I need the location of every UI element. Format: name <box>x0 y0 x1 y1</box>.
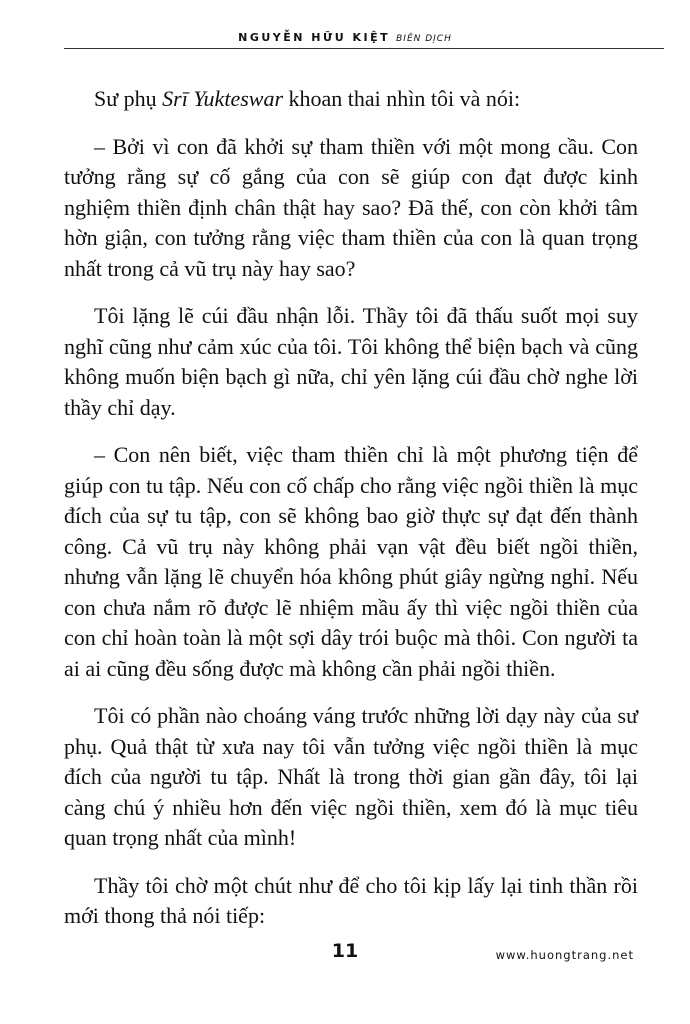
paragraph-4: – Con nên biết, việc tham thiền chỉ là một phương tiện để giúp con tu tập. Nếu con cố chấp cho rằng việc ngồi thiền là mục đích của sự tu tập, con sẽ không bao giờ thực sự đạt đến thành công. Cả vũ trụ này không phải vạn vật đều biết ngồi thiền, nhưng vẫn lặng lẽ chuyển hóa không phút giây ngừng nghỉ. Nếu con chưa nắm rõ được lẽ nhiệm mầu ấy thì việc ngồi thiền của con chỉ hoàn toàn là một sợi dây trói buộc mà thôi. Con người ta ai ai cũng đều sống được mà không cần phải ngồi thiền. <box>64 442 638 681</box>
paragraph-1-before: Sư phụ <box>94 86 163 111</box>
master-name: Srī Yukteswar <box>162 86 283 111</box>
paragraph-2: – Bởi vì con đã khởi sự tham thiền với một mong cầu. Con tưởng rằng sự cố gắng của con sẽ giúp con đạt được kinh nghiệm thiền định chân thật hay sao? Đã thế, con còn khởi tâm hờn giận, con tưởng rằng việc tham thiền của con là quan trọng nhất trong cả vũ trụ này hay sao? <box>64 133 638 281</box>
paragraph-3: Tôi lặng lẽ cúi đầu nhận lỗi. Thầy tôi đã thấu suốt mọi suy nghĩ cũng như cảm xúc của tôi. Tôi không thể biện bạch và cũng không muốn biện bạch gì nữa, chỉ yên lặng cúi đầu chờ nghe lời thầy chỉ dạy. <box>64 303 638 420</box>
page-number: 11 <box>331 940 359 962</box>
paragraph-5: Tôi có phần nào choáng váng trước những lời dạy này của sư phụ. Quả thật từ xưa nay tôi vẫn tưởng việc ngồi thiền là mục đích của người tu tập. Nhất là trong thời gian gần đây, tôi lại càng chú ý nhiều hơn đến việc ngồi thiền, xem đó là mục tiêu quan trọng nhất của mình! <box>64 703 638 850</box>
header-author: NGUYỄN HỮU KIỆT <box>238 31 391 44</box>
paragraph-6: Thầy tôi chờ một chút như để cho tôi kịp lấy lại tinh thần rồi mới thong thả nói tiếp: <box>64 872 638 928</box>
page-body <box>64 84 638 932</box>
footer-website: www.huongtrang.net <box>495 948 634 962</box>
paragraph-1-after: khoan thai nhìn tôi và nói: <box>283 86 521 111</box>
running-header <box>0 26 690 45</box>
header-role: BIÊN DỊCH <box>396 34 452 44</box>
header-divider <box>64 48 664 49</box>
paragraph-1 <box>64 84 638 115</box>
